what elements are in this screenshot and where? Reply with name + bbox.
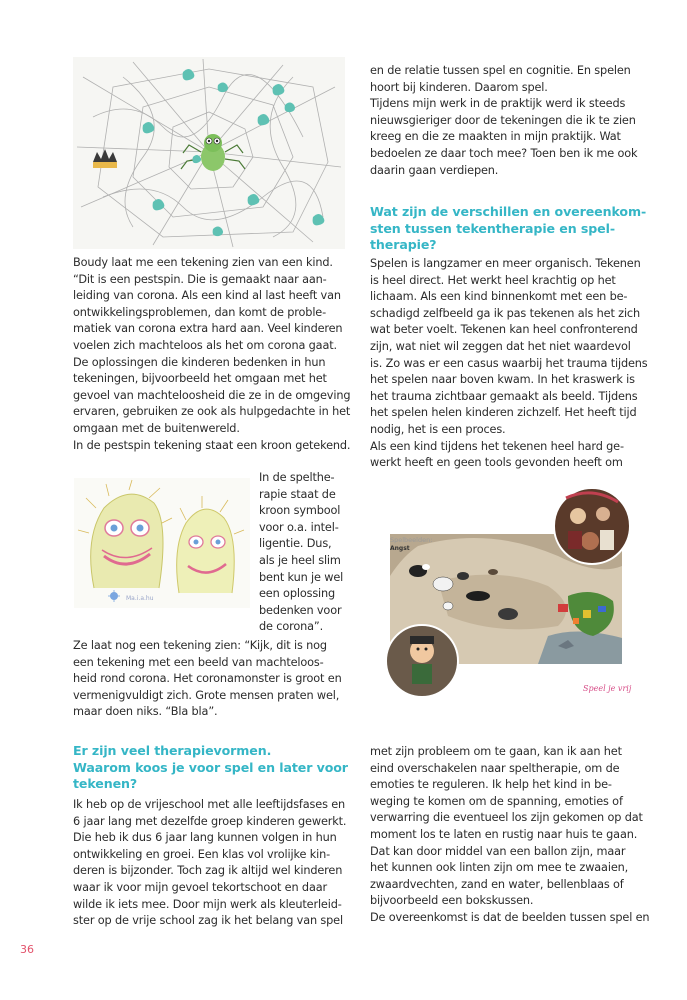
pestspin-drawing [73, 57, 345, 249]
coronamonster-drawing-art [74, 478, 250, 608]
left-para-4: Ik heb op de vrijeschool met alle leeftijdsfases en 6 jaar lang met dezelfde groep kinderen gewerkt. Die heb ik dus 6 jaar lang kunnen volgen in hun ontwikkeling en groei. Een klas vol vrolijke kin- deren is bijzonder. Toch zag ik altijd wel kinderen waar ik voor mijn gevoel tekortschoot en daar wilde ik iets mee. Door mijn werk als kleuterleid- ster op de vrije school zag ik het belang van spel [73, 798, 347, 928]
right-para-3: met zijn probleem om te gaan, kan ik aan het eind overschakelen naar speltherapie, om de emoties te reguleren. Ik help het kind in be- weging te komen om de spanning, emoties of verwarring die eventueel los zijn gekomen op dat moment los te laten en rustig naar huis te gaan. Dat kan door middel van een ballon zijn, maar het kunnen ook linten zijn om mee te zwaaien, zwaardvechten, zand en water, bellenblaas of bijvoorbeeld een bokskussen. De overeenkomst is dat de beelden tussen spel en [370, 745, 650, 924]
drawing-scribble: Ma.i.a.hu [126, 595, 154, 602]
right-para-2: Spelen is langzamer en meer organisch. Tekenen is heel direct. Het werkt heel krachtig op het lichaam. Als een kind binnenkomt met een be- schadigd zelfbeeld ga ik pas tekenen als het zich wat beter voelt. Tekenen kan heel confronterend zijn, wat niet wil zeggen dat het niet waardevol is. Zo was er een casus waarbij het trauma tijdens het spelen naar boven kwam. In het kraswerk is het trauma zichtbaar gemaakt als beeld. Tijdens het spelen helen kinderen zichzelf. Het heeft tijd nodig, het is een proces. Als een kind tijdens het tekenen heel hard ge- werkt heeft en geen tools gevonden heeft om [370, 257, 648, 470]
sandtray-signature: Speel je vrij [583, 684, 632, 693]
heading-verschillen: Wat zijn de verschillen en overeenkom- sten tussen tekentherapie en spel- therapie? [370, 204, 647, 253]
pestspin-drawing-art [73, 57, 345, 249]
heading-therapievormen: Er zijn veel therapievormen. Waarom koos je voor spel en later voor tekenen? [73, 743, 348, 792]
left-para-2-side: In de spelthe- rapie staat de kroon symbool voor o.a. intel- ligentie. Dus, als je heel slim bent kun je wel een oplossing bedenken voor de corona”. [259, 471, 344, 634]
sandtray-collage [378, 486, 636, 701]
sandtray-collage-art [378, 486, 636, 701]
coronamonster-drawing [74, 478, 250, 608]
sandtray-label-sub: Angst [390, 545, 410, 552]
page-number: 36 [20, 943, 34, 956]
right-para-1: en de relatie tussen spel en cognitie. En spelen hoort bij kinderen. Daarom spel. Tijdens mijn werk in de praktijk werd ik steeds nieuwsgieriger door de tekeningen die ik te zien kreeg en die ze maakten in mijn praktijk. Wat bedoelen ze daar toch mee? Toen ben ik me ook daarin gaan verdiepen. [370, 64, 638, 177]
left-para-1: Boudy laat me een tekening zien van een kind. “Dit is een pestspin. Die is gemaakt naar aan- leiding van corona. Als een kind al last heeft van ontwikkelingsproblemen, dan komt de proble- matiek van corona extra hard aan. Veel kinderen voelen zich machteloos als het om corona gaat. De oplossingen die kinderen bedenken in hun tekeningen, bijvoorbeeld het omgaan met het gevoel van machteloosheid die ze in de omgeving ervaren, gebruiken ze ook als hulpgedachte in het omgaan met de buitenwereld. In de pestspin tekening staat een kroon getekend. [73, 256, 351, 452]
left-para-3: Ze laat nog een tekening zien: “Kijk, dit is nog een tekening met een beeld van machteloos- heid rond corona. Het coronamonster is groot en vermenigvuldigt zich. Grote mensen praten wel, maar doen niks. “Bla bla”. [73, 639, 342, 719]
sandtray-label-title: Spelbeelden: [390, 536, 433, 544]
